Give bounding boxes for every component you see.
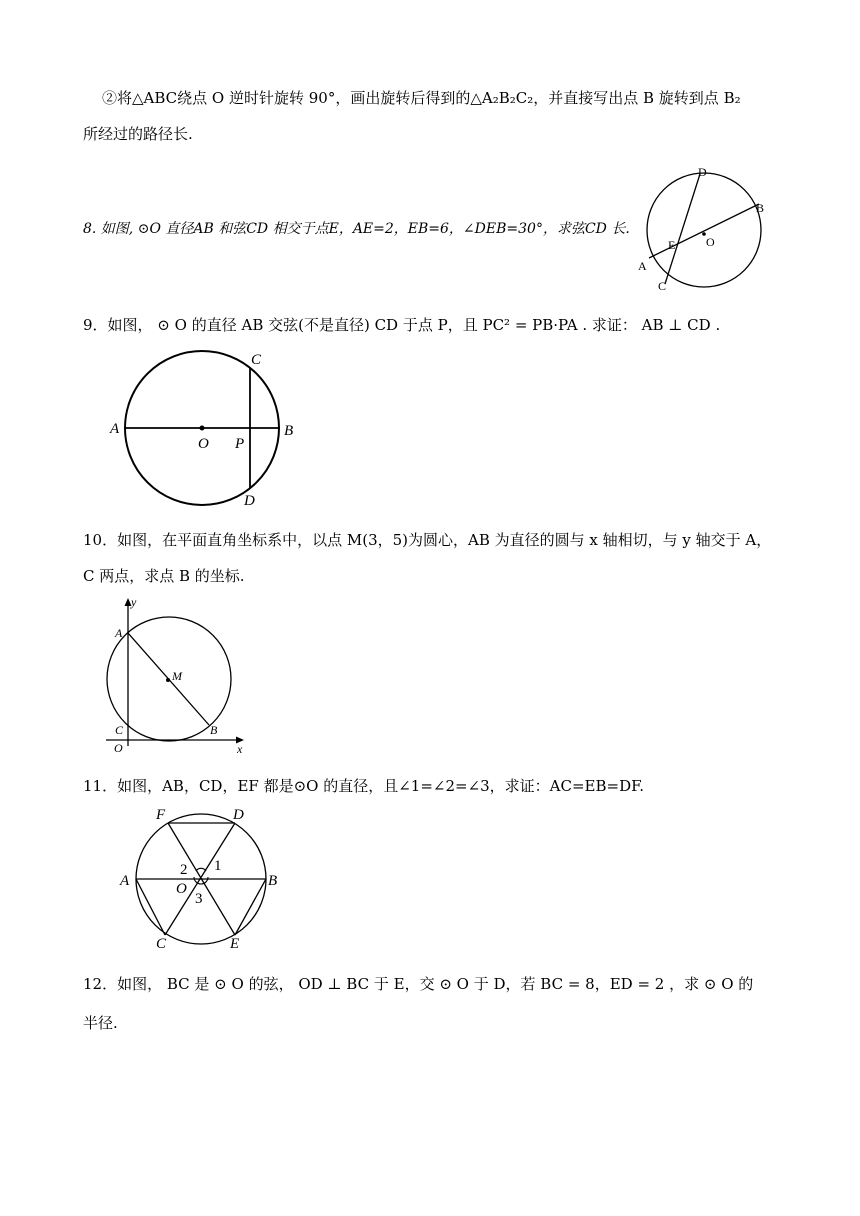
q9-label-d: D (244, 493, 255, 509)
q12-line2: 半径. (83, 1014, 118, 1032)
q11-chord-eb (235, 879, 266, 935)
q7-line1: ②将△ABC绕点 O 逆时针旋转 90°，画出旋转后得到的△A₂B₂C₂，并直接写出点 B 旋转到点 B₂ (102, 89, 741, 107)
q11-figure (110, 805, 290, 955)
q8-label-o: O (706, 235, 715, 249)
q11-label-2: 2 (180, 862, 188, 878)
q11-label-3: 3 (195, 891, 203, 907)
q9-text: 9．如图， ⊙ O 的直径 AB 交弦(不是直径) CD 于点 P，且 PC² = PB·PA . 求证： AB ⊥ CD . (83, 316, 721, 334)
q8-label-b: B (756, 201, 765, 215)
q10-label-m: M (172, 669, 182, 683)
q9-label-p: P (235, 436, 245, 452)
q7-line2: 所经过的路径长. (83, 125, 193, 143)
q11-label-a: A (120, 873, 130, 889)
q10-label-b: B (210, 723, 218, 737)
q8-diameter-ab (649, 204, 759, 258)
q10-label-c: C (115, 723, 124, 737)
q9-label-b: B (284, 423, 294, 439)
q10-label-y: y (131, 595, 137, 609)
q10-figure (100, 594, 260, 759)
q11-label-1: 1 (214, 858, 222, 874)
q11-label-f: F (156, 807, 166, 823)
q10-line1: 10．如图，在平面直角坐标系中，以点 M(3，5)为圆心，AB 为直径的圆与 x 轴相切，与 y 轴交于 A， (83, 531, 772, 549)
q8-figure (632, 164, 772, 294)
q9-label-o: O (198, 436, 209, 452)
q8-label-d: D (698, 165, 707, 179)
q10-line2: C 两点，求点 B 的坐标. (83, 567, 245, 585)
q10-label-x: x (237, 742, 243, 756)
q9-center-dot (200, 426, 205, 431)
q12-line1: 12．如图， BC 是 ⊙ O 的弦， OD ⊥ BC 于 E，交 ⊙ O 于 D，若 BC = 8，ED = 2 ，求 ⊙ O 的 (83, 975, 754, 993)
q11-text: 11．如图，AB，CD，EF 都是⊙O 的直径，且∠1=∠2=∠3，求证：AC=EB=DF. (83, 777, 644, 795)
q10-label-a: A (115, 626, 123, 640)
q10-label-o: O (114, 741, 123, 755)
q9-label-c: C (251, 352, 262, 368)
q8-label-a: A (638, 259, 647, 273)
q8-circle (647, 173, 761, 287)
q9-figure (105, 346, 305, 516)
q11-label-c: C (156, 936, 167, 952)
q11-label-o: O (176, 881, 187, 897)
q8-chord-cd (665, 174, 700, 284)
q8-label-e: E (668, 238, 676, 252)
q11-label-d: D (233, 807, 244, 823)
q10-center-dot (166, 678, 170, 682)
q11-label-b: B (268, 873, 278, 889)
q9-label-a: A (110, 421, 120, 437)
q8-label-c: C (658, 279, 667, 293)
q11-chord-ac (136, 879, 165, 935)
q11-label-e: E (230, 936, 240, 952)
q8-text: 8. 如图, ⊙O 直径AB 和弦CD 相交于点E，AE=2，EB=6，∠DEB=30°，求弦CD 长. (83, 221, 630, 237)
